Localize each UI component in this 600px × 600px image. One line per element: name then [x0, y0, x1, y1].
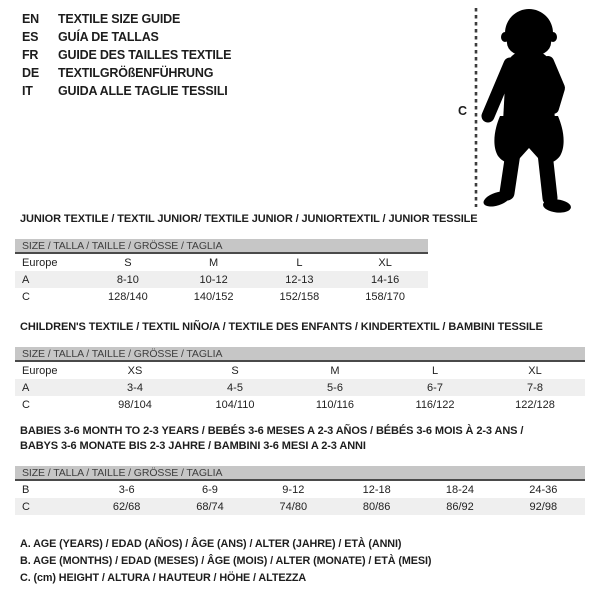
lang-row-it	[22, 82, 231, 100]
cell: 62/68	[85, 498, 168, 515]
table-row	[15, 498, 585, 515]
section-title: CHILDREN'S TEXTILE / TEXTIL NIÑO/A / TEXTILE DES ENFANTS / KINDERTEXTIL / BAMBINI TESSILE	[20, 321, 543, 333]
lang-code: EN	[22, 12, 39, 26]
table-row	[15, 396, 585, 413]
table-row	[15, 271, 428, 288]
footnote-a: A. AGE (YEARS) / EDAD (AÑOS) / ÂGE (ANS) / ALTER (JAHRE) / ETÀ (ANNI)	[20, 538, 402, 550]
cell: M	[209, 256, 219, 269]
lang-row-de	[22, 64, 231, 82]
cell: 12-18	[362, 483, 391, 496]
cell: 152/158	[279, 290, 320, 303]
cell: 6-9	[202, 483, 218, 496]
babies-section-titles	[15, 424, 585, 454]
cell: 92/98	[502, 498, 585, 515]
table-row	[15, 253, 428, 271]
cell: XS	[127, 364, 143, 377]
row-label: Europe	[22, 256, 58, 269]
lang-title: TEXTILE SIZE GUIDE	[58, 12, 181, 26]
junior-section-titles	[15, 212, 478, 227]
cell: 12-13	[257, 271, 343, 288]
cell: 24-36	[529, 483, 558, 496]
cell: 10-12	[171, 271, 257, 288]
footnotes	[20, 536, 431, 587]
cell: 4-5	[185, 379, 285, 396]
section-title: BABIES 3-6 MONTH TO 2-3 YEARS / BEBÉS 3-6 MESES A 2-3 AÑOS / BÉBÉS 3-6 MOIS À 2-3 ANS /	[20, 425, 524, 437]
row-label: C	[22, 290, 30, 303]
cell: S	[231, 364, 239, 377]
cell: 6-7	[385, 379, 485, 396]
height-measure-label: C	[458, 104, 468, 118]
cell: 104/110	[215, 398, 255, 411]
cell: 158/170	[365, 290, 405, 303]
cell: L	[431, 364, 439, 377]
lang-title: TEXTILGRÖßENFÜHRUNG	[58, 66, 214, 80]
row-label: A	[15, 271, 85, 288]
lang-row-en	[22, 10, 231, 28]
babies-size-table	[15, 466, 585, 515]
table-row	[15, 288, 428, 305]
babies-section	[15, 424, 585, 515]
section-title: BABYS 3-6 MONATE BIS 2-3 JAHRE / BAMBINI 3-6 MESI A 2-3 ANNI	[20, 440, 366, 452]
cell: 128/140	[107, 290, 148, 303]
size-header-bar: SIZE / TALLA / TAILLE / GRÖSSE / TAGLIA	[15, 466, 585, 480]
cell: 7-8	[485, 379, 585, 396]
row-label: B	[22, 483, 30, 496]
cell: 140/152	[193, 290, 234, 303]
lang-code: FR	[22, 48, 39, 62]
lang-title: GUÍA DE TALLAS	[58, 30, 159, 44]
table-row	[15, 480, 585, 498]
cell: 86/92	[418, 498, 501, 515]
table-row	[15, 379, 585, 396]
section-title: JUNIOR TEXTILE / TEXTIL JUNIOR/ TEXTILE JUNIOR / JUNIORTEXTIL / JUNIOR TESSILE	[20, 213, 478, 225]
children-section	[15, 320, 585, 413]
table-row	[15, 361, 585, 379]
language-header	[22, 10, 231, 100]
footnote-c: C. (cm) HEIGHT / ALTURA / HAUTEUR / HÖHE / ALTEZZA	[20, 572, 307, 584]
cell: 74/80	[252, 498, 335, 515]
junior-section	[15, 212, 478, 305]
cell: 116/122	[415, 398, 455, 411]
footnote-b: B. AGE (MONTHS) / EDAD (MESES) / ÂGE (MOIS) / ALTER (MONATE) / ETÀ (MESI)	[20, 555, 432, 567]
cell: 3-6	[118, 483, 135, 496]
children-size-table	[15, 347, 585, 413]
lang-title: GUIDE DES TAILLES TEXTILE	[58, 48, 232, 62]
cell: S	[124, 256, 132, 269]
cell: 8-10	[85, 271, 171, 288]
row-label: C	[22, 398, 30, 411]
size-header-bar: SIZE / TALLA / TAILLE / GRÖSSE / TAGLIA	[15, 239, 428, 253]
cell: L	[296, 256, 303, 269]
cell: 122/128	[515, 398, 555, 411]
cell: 18-24	[445, 483, 475, 496]
junior-size-table	[15, 239, 428, 305]
cell: 14-16	[342, 271, 428, 288]
lang-code: DE	[22, 66, 39, 80]
cell: 68/74	[168, 498, 251, 515]
row-label: Europe	[22, 364, 58, 377]
cell: 80/86	[335, 498, 418, 515]
lang-code: IT	[22, 84, 33, 98]
cell: 9-12	[282, 483, 305, 496]
cell: XL	[528, 364, 542, 377]
cell: M	[330, 364, 340, 377]
cell: XL	[378, 256, 392, 269]
cell: 110/116	[315, 398, 355, 411]
cell: 5-6	[285, 379, 385, 396]
lang-row-fr	[22, 46, 231, 64]
baby-figure	[440, 0, 600, 220]
cell: 3-4	[85, 379, 185, 396]
cell: 98/104	[118, 398, 152, 411]
row-label: C	[15, 498, 85, 515]
lang-row-es	[22, 28, 231, 46]
size-header-bar: SIZE / TALLA / TAILLE / GRÖSSE / TAGLIA	[15, 347, 585, 361]
children-section-titles	[15, 320, 585, 335]
row-label: A	[15, 379, 85, 396]
lang-code: ES	[22, 30, 39, 44]
lang-title: GUIDA ALLE TAGLIE TESSILI	[58, 84, 228, 98]
